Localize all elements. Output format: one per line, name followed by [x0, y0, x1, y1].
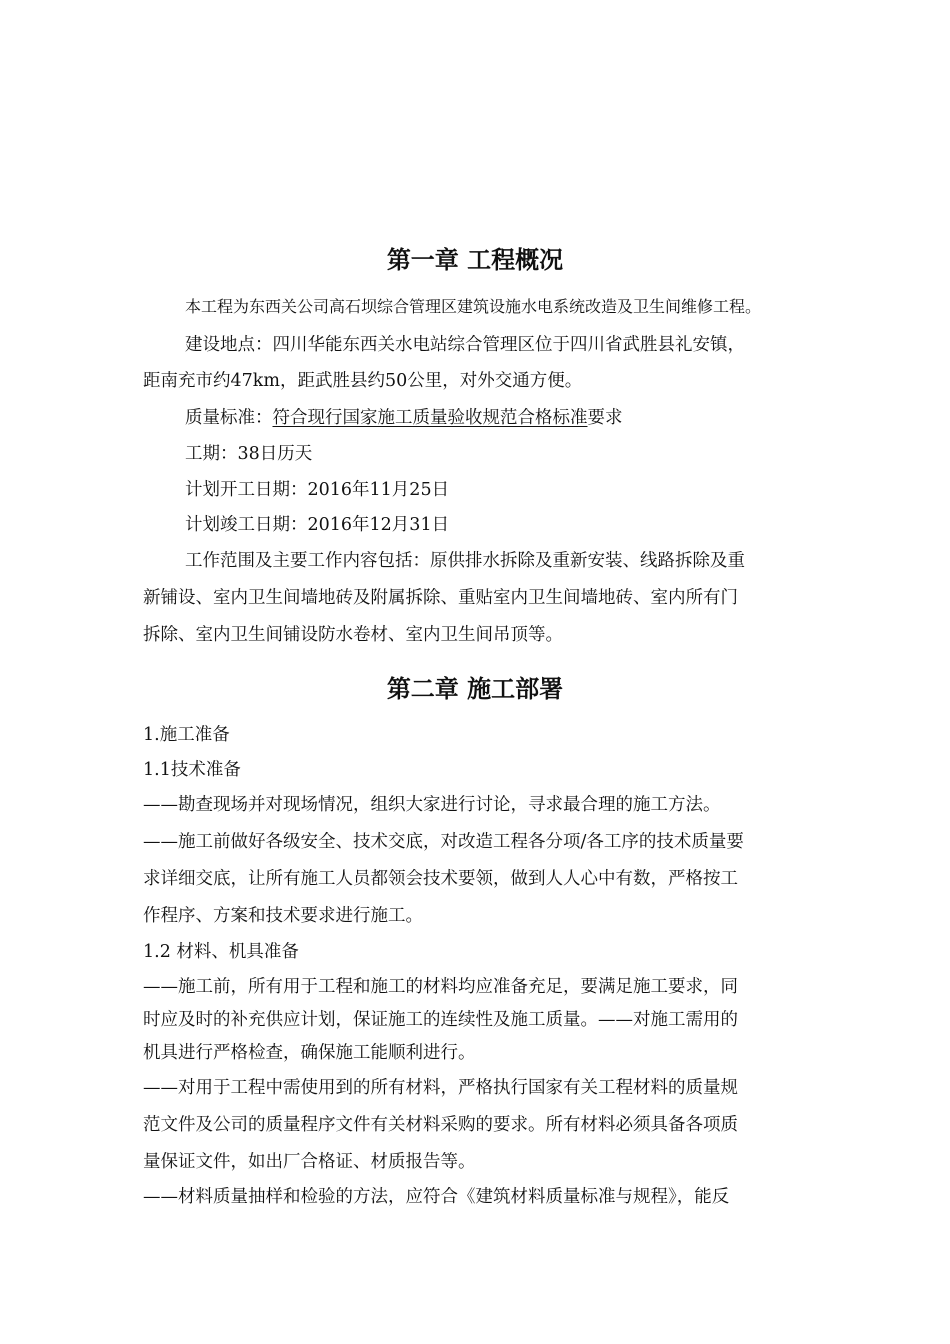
chapter1-title: 第一章 工程概况 — [386, 246, 564, 274]
location-line-1: 建设地点：四川华能东西关水电站综合管理区位于四川省武胜县礼安镇， — [185, 335, 745, 355]
scope-line-3: 拆除、室内卫生间铺设防水卷材、室内卫生间吊顶等。 — [143, 625, 563, 645]
quality-label: 质量标准： — [185, 408, 273, 428]
start-date: 计划开工日期：2016年11月25日 — [185, 480, 450, 500]
tech-line-1: ——勘查现场并对现场情况，组织大家进行讨论，寻求最合理的施工方法。 — [143, 795, 721, 815]
end-date: 计划竣工日期：2016年12月31日 — [185, 515, 450, 535]
material-line-1c: 机具进行严格检查，确保施工能顺利进行。 — [143, 1043, 476, 1063]
quality-standard — [185, 410, 623, 428]
quality-suffix: 要求 — [587, 408, 623, 428]
material-line-1b: 时应及时的补充供应计划，保证施工的连续性及施工质量。——对施工需用的 — [143, 1010, 738, 1030]
material-line-2a: ——对用于工程中需使用到的所有材料，严格执行国家有关工程材料的质量规 — [143, 1078, 738, 1098]
tech-line-2b: 求详细交底，让所有施工人员都领会技术要领，做到人人心中有数，严格按工 — [143, 869, 738, 889]
material-line-2b: 范文件及公司的质量程序文件有关材料采购的要求。所有材料必须具备各项质 — [143, 1115, 738, 1135]
section-1-heading: 1.施工准备 — [143, 725, 230, 745]
tech-line-2a: ——施工前做好各级安全、技术交底，对改造工程各分项/各工序的技术质量要 — [143, 832, 744, 852]
quality-value: 符合现行国家施工质量验收规范合格标准 — [272, 408, 588, 428]
section-1-1-heading: 1.1技术准备 — [143, 760, 241, 780]
section-1-2-heading: 1.2 材料、机具准备 — [143, 942, 299, 962]
chapter2-title: 第二章 施工部署 — [386, 675, 564, 703]
material-line-2c: 量保证文件，如出厂合格证、材质报告等。 — [143, 1152, 476, 1172]
scope-line-1: 工作范围及主要工作内容包括：原供排水拆除及重新安装、线路拆除及重 — [185, 551, 745, 571]
material-line-3a: ——材料质量抽样和检验的方法，应符合《建筑材料质量标准与规程》，能反 — [143, 1187, 730, 1207]
intro-paragraph: 本工程为东西关公司高石坝综合管理区建筑设施水电系统改造及卫生间维修工程。 — [185, 297, 762, 316]
tech-line-2c: 作程序、方案和技术要求进行施工。 — [143, 906, 423, 926]
scope-line-2: 新铺设、室内卫生间墙地砖及附属拆除、重贴室内卫生间墙地砖、室内所有门 — [143, 588, 738, 608]
duration: 工期：38日历天 — [185, 444, 313, 464]
location-line-2: 距南充市约47km，距武胜县约50公里，对外交通方便。 — [143, 371, 583, 391]
material-line-1a: ——施工前，所有用于工程和施工的材料均应准备充足，要满足施工要求，同 — [143, 977, 738, 997]
